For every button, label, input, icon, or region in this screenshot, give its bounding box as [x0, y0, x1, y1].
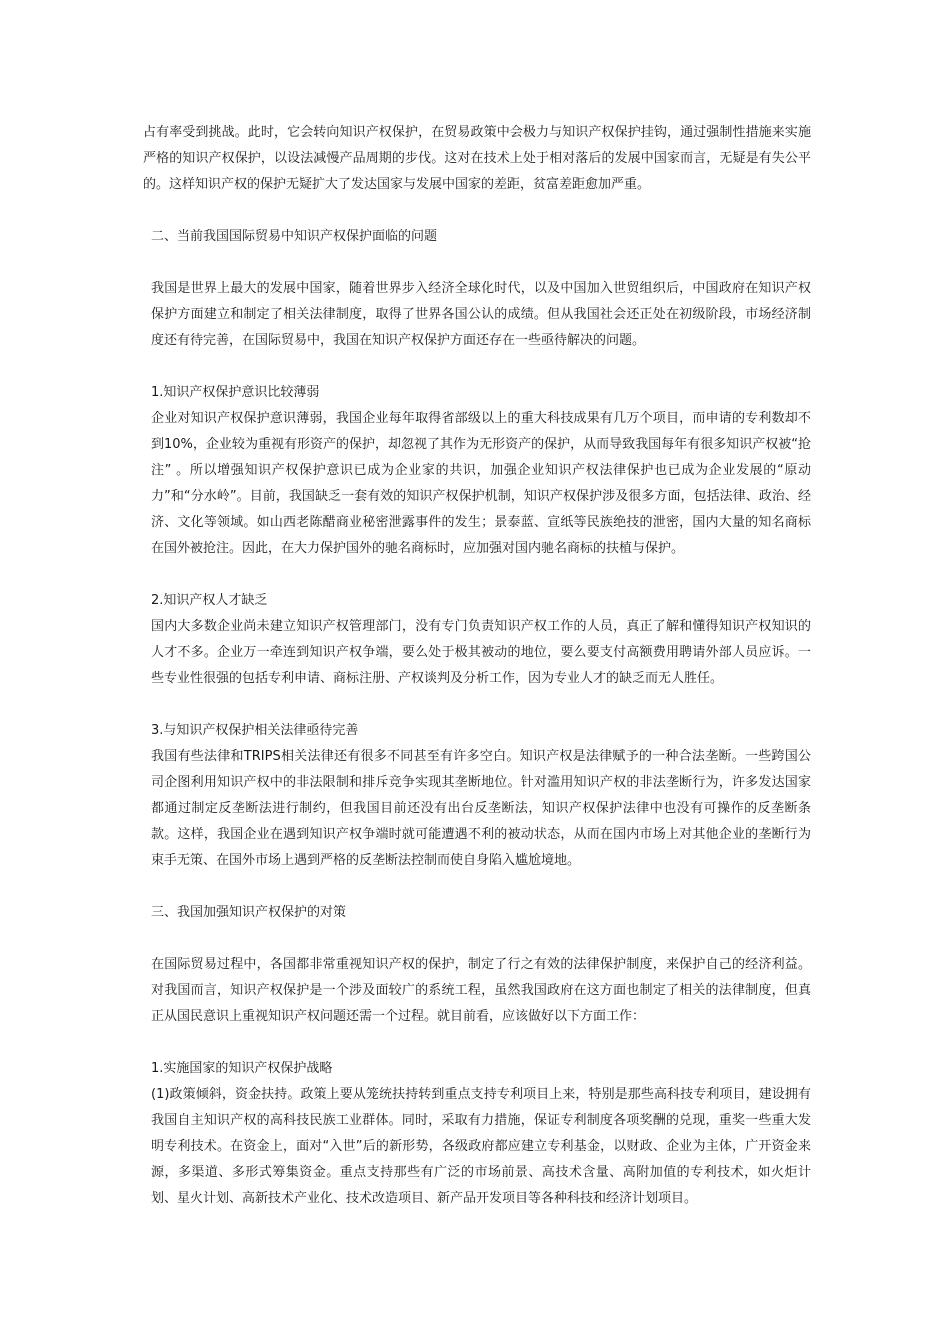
paragraph-section-2: 我国是世界上最大的发展中国家，随着世界步入经济全球化时代，以及中国加入世贸组织后，中国政府在知识产权保护方面建立和制定了相关法律制度，取得了世界各国公认的成绩。但从我国社会还正处在初级阶段，市场经济制度还有待完善，在国际贸易中，我国在知识产权保护方面还存在一些亟待解决的问题。	[151, 281, 811, 348]
section-heading-2: 二、当前我国国际贸易中知识产权保护面临的问题	[151, 229, 438, 244]
spacer	[143, 874, 811, 900]
spacer	[143, 926, 811, 952]
subsection-body-1: 企业对知识产权保护意识薄弱，我国企业每年取得省部级以上的重大科技成果有几万个项目，而申请的专利数却不到10%，企业较为重视有形资产的保护，却忽视了其作为无形资产的保护，从而导致我国每年有很多知识产权被“抢注” 。所以增强知识产权保护意识已成为企业家的共识，加强企业知识产权法律保护也已成为企业发展的“原动力”和“分水岭”。目前，我国缺乏一套有效的知识产权保护机制，知识产权保护涉及很多方面，包括法律、政治、经济、文化等领域。如山西老陈醋商业秘密泄露事件的发生；景泰蓝、宣纸等民族绝技的泄密，国内大量的知名商标在国外被抢注。因此，在大力保护国外的驰名商标时，应加强对国内驰名商标的扶植与保护。	[151, 411, 811, 556]
subsection-title-1: 1.知识产权保护意识比较薄弱	[151, 385, 320, 400]
strategy-title-1: 1.实施国家的知识产权保护战略	[151, 1061, 333, 1076]
paragraph-section-3: 在国际贸易过程中，各国都非常重视知识产权的保护，制定了行之有效的法律保护制度，来保护自己的经济利益。对我国而言，知识产权保护是一个涉及面较广的系统工程，虽然我国政府在这方面也制定了相关的法律制度，但真正从国民意识上重视知识产权问题还需一个过程。就目前看，应该做好以下方面工作：	[151, 957, 811, 1024]
strategy-body-1: (1)政策倾斜，资金扶持。政策上要从笼统扶持转到重点支持专利项目上来，特别是那些高科技专利项目，建设拥有我国自主知识产权的高科技民族工业群体。同时，采取有力措施，保证专利制度各项奖酬的兑现，重奖一些重大发明专利技术。在资金上，面对“入世”后的新形势，各级政府都应建立专利基金，以财政、企业为主体，广开资金来源，多渠道、多形式筹集资金。重点支持那些有广泛的市场前景、高技术含量、高附加值的专利技术，如火炬计划、星火计划、高新技术产业化、技术改造项目、新产品开发项目等各种科技和经济计划项目。	[151, 1087, 811, 1206]
subsection-title-3: 3.与知识产权保护相关法律亟待完善	[151, 723, 359, 738]
subsection-body-3: 我国有些法律和TRIPS相关法律还有很多不同甚至有许多空白。知识产权是法律赋予的一种合法垄断。一些跨国公司企图利用知识产权中的非法限制和排斥竞争实现其垄断地位。针对滥用知识产权的非法垄断行为，许多发达国家都通过制定反垄断法进行制约，但我国目前还没有出台反垄断法，知识产权保护法律中也没有可操作的反垄断条款。这样，我国企业在遇到知识产权争端时就可能遭遇不利的被动状态，从而在国内市场上对其他企业的垄断行为束手无策、在国外市场上遇到严格的反垄断法控制而使自身陷入尴尬境地。	[151, 749, 811, 868]
spacer	[143, 1030, 811, 1056]
subsection-body-2: 国内大多数企业尚未建立知识产权管理部门，没有专门负责知识产权工作的人员，真正了解和懂得知识产权知识的人才不多。企业万一牵连到知识产权争端，要么处于极其被动的地位，要么要支付高额费用聘请外部人员应诉。一些专业性很强的包括专利申请、商标注册、产权谈判及分析工作，因为专业人才的缺乏而无人胜任。	[151, 619, 811, 686]
spacer	[143, 562, 811, 588]
paragraph-intro: 占有率受到挑战。此时，它会转向知识产权保护，在贸易政策中会极力与知识产权保护挂钩，通过强制性措施来实施严格的知识产权保护，以设法减慢产品周期的步伐。这对在技术上处于相对落后的发展中国家而言，无疑是有失公平的。这样知识产权的保护无疑扩大了发达国家与发展中国家的差距，贫富差距愈加严重。	[143, 125, 811, 192]
document-page	[143, 120, 811, 1212]
spacer	[143, 354, 811, 380]
spacer	[143, 250, 811, 276]
subsection-title-2: 2.知识产权人才缺乏	[151, 593, 268, 608]
spacer	[143, 692, 811, 718]
spacer	[143, 198, 811, 224]
section-heading-3: 三、我国加强知识产权保护的对策	[151, 905, 347, 920]
